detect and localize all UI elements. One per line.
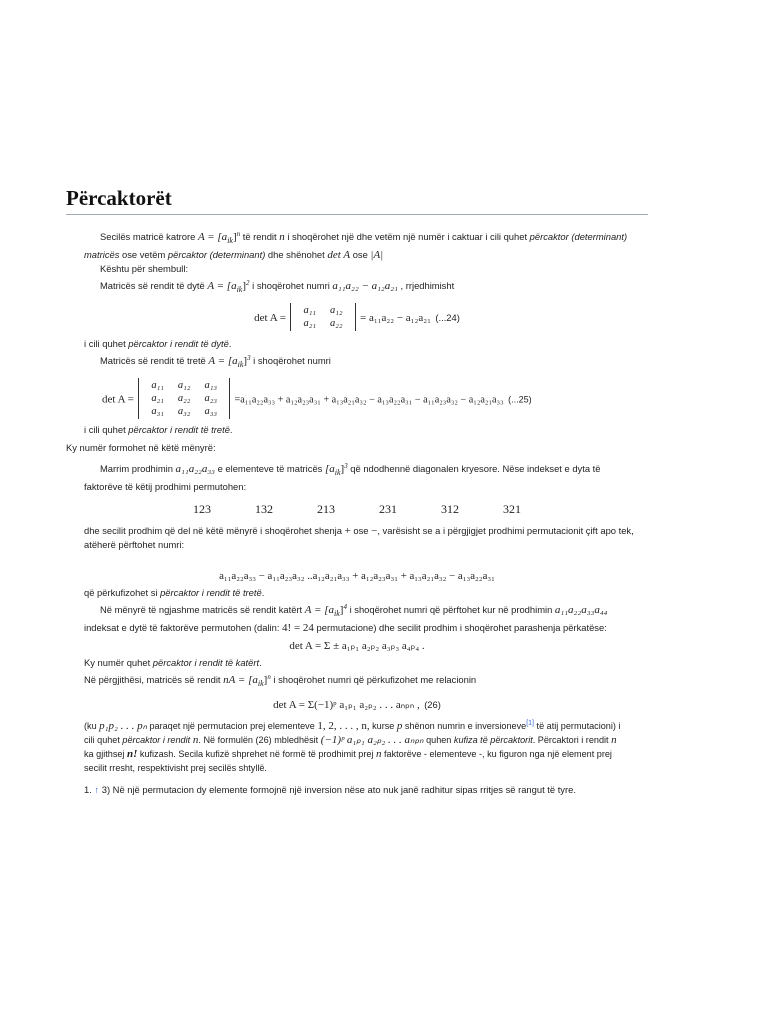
permutation: 213 <box>317 502 335 516</box>
reference-link[interactable]: [1] <box>526 720 535 727</box>
paragraph-explanation-4: secilit rresht, respektivisht prej secilës shtyllë. <box>84 763 267 774</box>
permutation: 123 <box>193 502 211 516</box>
article-content <box>66 186 648 797</box>
equation-25: det A = a₁₁ a₁₂ a₁₃ a₂₁ a₂₂ a₂₃ a₃₁ a₃₂ a₃₃ =a₁₁a₂₂a₃₃ + a₁₂a₂₃a₃₁ + a₁₃a₂₁a₃₂ − a₁₃a₂₂a₃₁ − a₁₁a₂₃a₃₂ − a₁₂a₂₁a₃₃ (...25) <box>102 380 532 417</box>
paragraph-sign-cont: atëherë përftohet numri: <box>84 539 185 550</box>
paragraph-explanation-2: cili quhet përcaktor i rendit n. Në formulën (26) mbledhësit (−1)ᵖ a₁ₚ₁ a₂ₚ₂ . . . aₙₚₙ quhen kufiza të përcaktorit. Përcaktori i rendit n <box>84 734 617 747</box>
permutation-list <box>66 500 648 518</box>
equation-26: det A = Σ(−1)ᵖ a₁ₚ₁ a₂ₚ₂ . . . aₙₚₙ , (26) <box>273 699 441 711</box>
paragraph-formation: Ky numër formohet në këtë mënyrë: <box>66 442 216 453</box>
equation-sum: a₁₁a₂₂a₃₃ − a₁₁a₂₃a₃₂ ..a₁₂a₂₁a₃₃ + a₁₂a₂₃a₃₁ + a₁₃a₂₁a₃₂ − a₁₃a₂₂a₃₁ <box>219 570 495 582</box>
determinant-3x3: a₁₁ a₁₂ a₁₃ a₂₁ a₂₂ a₂₃ a₃₁ a₃₂ a₃₃ <box>138 378 230 419</box>
paragraph-product: Marrim prodhimin a₁₁a₂₂a₃₃ e elementeve të matricës [aik]$^3$ që ndodhennë diagonalen kryesore. Nëse indekset e dyta të <box>100 462 601 477</box>
permutation: 231 <box>379 502 397 516</box>
paragraph-fourth-order-cont: indeksat e dytë të faktorëve permutohen (dalin: 4! = 24 permutacione) dhe secilit prodhim i shoqërohet parashenja përkatëse: <box>84 622 607 634</box>
paragraph-fourth-order: Në mënyrë të ngjashme matricës së rendit katërt A = [aik]$^4$ i shoqërohet numri që përftohet kur në prodhimin a₁₁a₂₂a₃₃a₄₄ <box>100 603 608 618</box>
paragraph-sign: dhe secilit prodhim që del në këtë mënyrë i shoqërohet shenja + ose −, varësisht se a i përgjigjet prodhimi permutacionit çift apo tek, <box>84 525 634 537</box>
paragraph-definition-cont: matricës ose vetëm përcaktor (determinant) dhe shënohet det A ose |A| <box>84 249 384 261</box>
paragraph-third-order-name: i cili quhet përcaktor i rendit të tretë. <box>84 424 233 435</box>
permutation: 312 <box>441 502 459 516</box>
permutation: 132 <box>255 502 273 516</box>
footnote: 1. ↑ 3) Në një permutacion dy elemente formojnë një inversion nëse ato nuk janë radhitur sipas rritjes së rangut të tyre. <box>84 784 576 796</box>
paragraph-definition: Secilës matricë katrore A = [aik]$^n$ të rendit n i shoqërohet një dhe vetëm një numër i caktuar i cili quhet përcaktor (determinant) <box>100 230 628 245</box>
paragraph-product-cont: faktorëve të këtij prodhimi permutohen: <box>84 481 247 492</box>
paragraph-second-order-name: i cili quhet përcaktor i rendit të dytë. <box>84 338 232 349</box>
paragraph-second-order: Matricës së rendit të dytë A = [aik]$^2$ i shoqërohet numri a₁₁a₂₂ − a₁₂a₂₁ , rrjedhimisht <box>100 279 455 294</box>
paragraph-explanation-3: ka gjithsej n! kufizash. Secila kufizë shprehet në formë të prodhimit prej n faktorëve - elementeve -, ku figuron nga një element prej <box>84 748 612 761</box>
permutation: 321 <box>503 502 521 516</box>
footnote-backlink[interactable]: ↑ <box>94 784 100 796</box>
equation-det4: det A = Σ ± a₁ₚ₁ a₂ₚ₂ a₃ₚ₃ a₄ₚ₄ . <box>289 640 425 652</box>
footnote-number: 1. <box>84 784 92 796</box>
paragraph-example-intro: Kështu për shembull: <box>100 263 189 274</box>
determinant-2x2: a₁₁ a₁₂ a₂₁ a₂₂ <box>290 303 355 331</box>
paragraph-third-order: Matricës së rendit të tretë A = [aik]$^3$ i shoqërohet numri <box>100 354 331 369</box>
paragraph-explanation-1: (ku p₁p₂ . . . pₙ paraqet një permutacion prej elementeve 1, 2, . . . , n, kurse p shënon numrin e inversioneve[1] të atij permutacioni) i <box>84 720 621 733</box>
paragraph-fourth-order-name: Ky numër quhet përcaktor i rendit të katërt. <box>84 657 262 668</box>
section-title: Përcaktorët <box>66 186 648 215</box>
paragraph-third-order-def: që përkufizohet si përcaktor i rendit të tretë. <box>84 587 265 598</box>
paragraph-general: Në përgjithësi, matricës së rendit nA = [aik]$^n$ i shoqërohet numri që përkufizohet me relacionin <box>84 673 477 688</box>
equation-24: det A = a₁₁ a₁₂ a₂₁ a₂₂ = a₁₁a₂₂ − a₁₂a₂₁ (...24) <box>254 305 460 329</box>
